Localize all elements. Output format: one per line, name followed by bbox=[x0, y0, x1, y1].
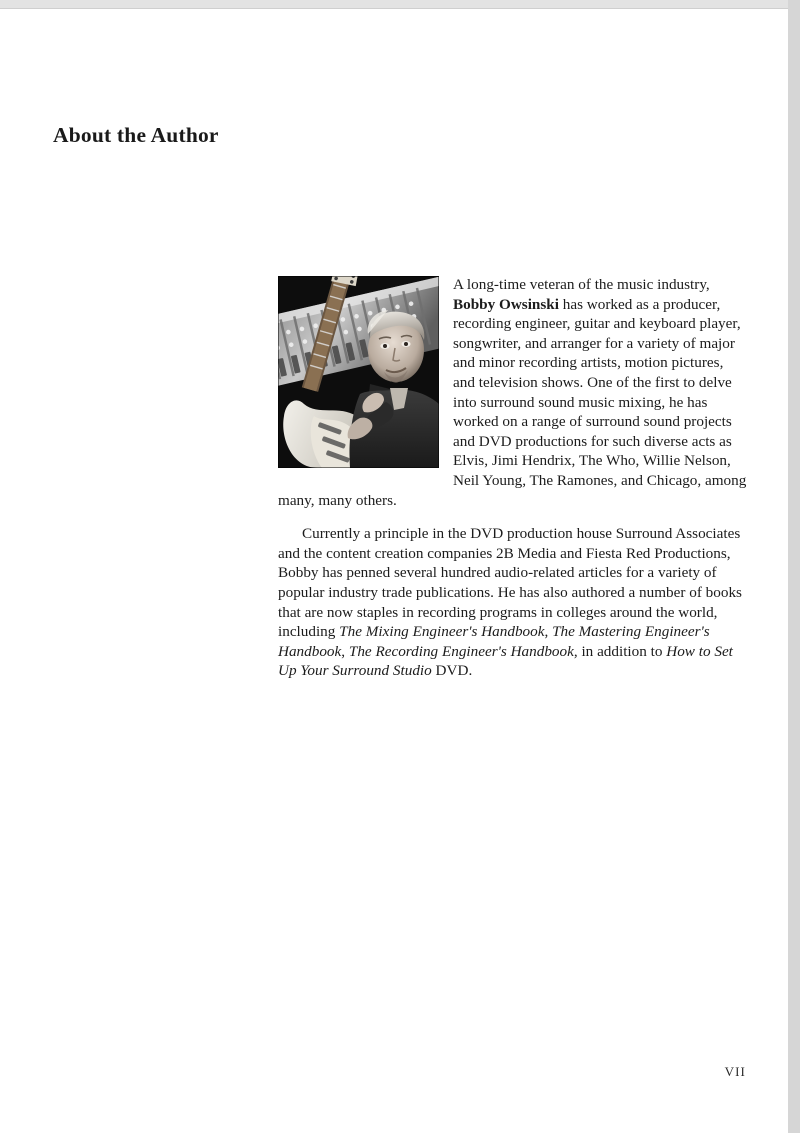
author-name: Bobby Owsinski bbox=[453, 295, 559, 313]
book-title-recording-engineers-handbook: The Recording Engineer's Handbook bbox=[348, 642, 574, 660]
bio-p2-part1: Currently a principle in the DVD production house Surround Associates and the content creation companies 2B Media and Fiesta Red Productions, Bobby has penned several hundred audio-related articles for a variety of popular industry trade publications. He has also authored a number of books that are now staples in recording programs in colleges around the world, including bbox=[278, 525, 742, 641]
page-number-folio: VII bbox=[724, 1064, 746, 1079]
bio-p2-tail: DVD. bbox=[431, 662, 473, 680]
document-page bbox=[0, 9, 788, 1133]
author-portrait-image bbox=[278, 276, 439, 468]
bio-p1-lead: A long-time veteran of the music industry, bbox=[453, 276, 710, 293]
book-title-how-to-set-up-your-surround-studio: How to Set Up Your Surround Studio bbox=[278, 642, 733, 680]
bio-p2-sep3: , in addition to bbox=[573, 642, 667, 660]
book-title-mixing-engineers-handbook: The Mixing Engineer's Handbook bbox=[339, 623, 545, 641]
viewer-right-scrollbar-track[interactable] bbox=[788, 0, 800, 1133]
bio-p2-sep1: , bbox=[544, 623, 553, 641]
book-title-mastering-engineers-handbook: The Mastering Engineer's Handbook bbox=[278, 623, 710, 660]
bio-p2-sep2: , bbox=[341, 642, 349, 660]
bio-p1-rest: has worked as a producer, recording engineer, guitar and keyboard player, songwriter, and arranger for a variety of major and minor recording artists, motion pictures, and television shows. One of the first to delve into surround sound music mixing, he has worked on a range of surround sound projects and DVD productions for such diverse acts as Elvis, Jimi Hendrix, The Who, Willie Nelson, Neil Young, The Ramones, and Chicago, among many, many others. bbox=[278, 295, 747, 509]
page-title: About the Author bbox=[53, 123, 219, 148]
bio-paragraph-2 bbox=[278, 524, 748, 681]
author-portrait-photo bbox=[278, 276, 439, 468]
body-text-column bbox=[278, 275, 748, 681]
viewer-top-strip bbox=[0, 0, 800, 9]
